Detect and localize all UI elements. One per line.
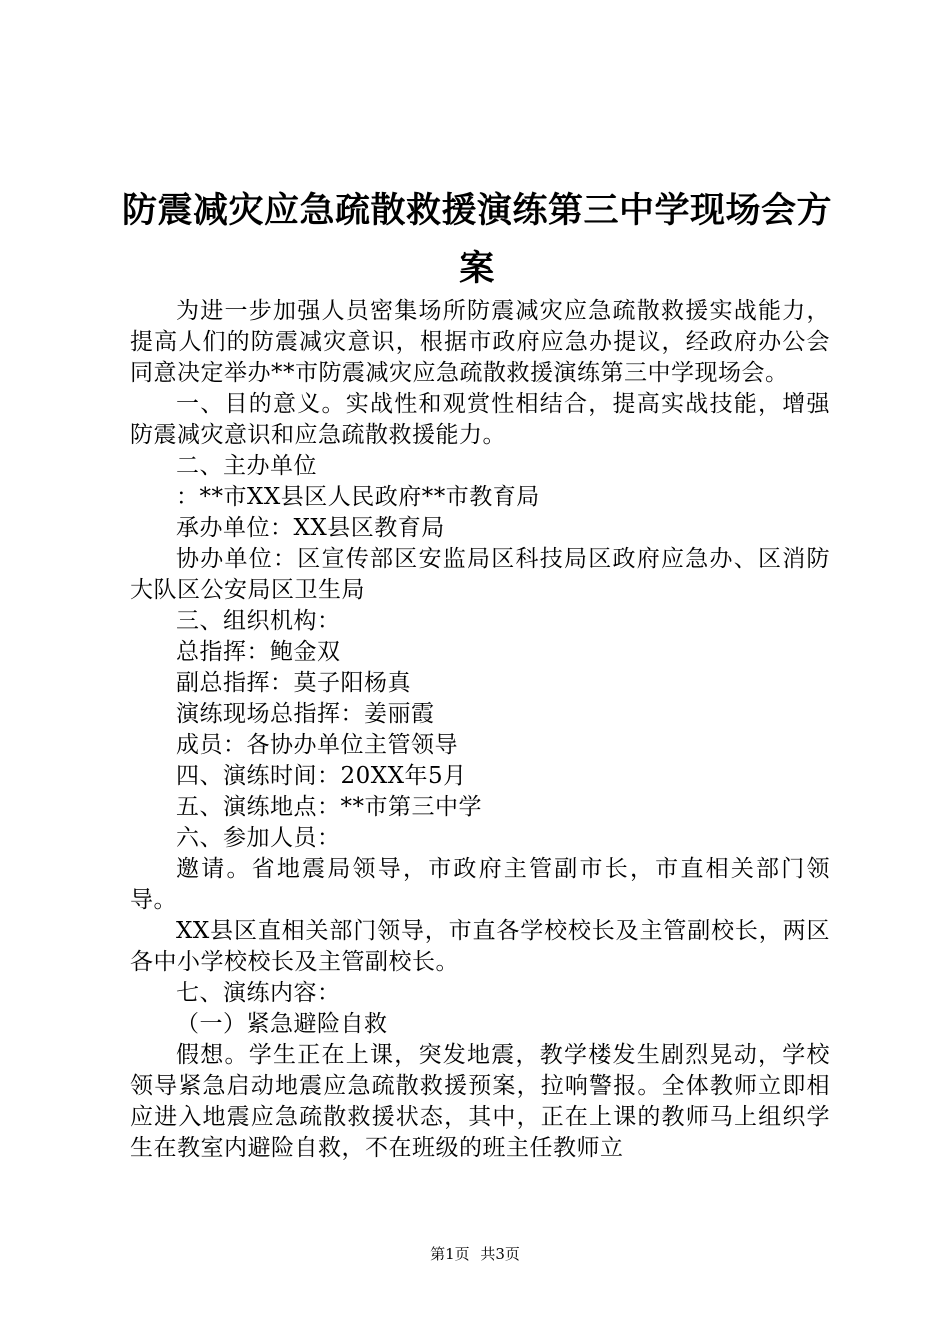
paragraph-subsection-1: （一）紧急避险自救 (176, 1011, 388, 1037)
paragraph-members: 成员：各协办单位主管领导 (176, 732, 458, 758)
paragraph-invitees: 邀请。省地震局领导，市政府主管副市长，市直相关部门领导。 (130, 856, 830, 913)
paragraph-location: 五、演练地点：**市第三中学 (176, 794, 482, 820)
document-body (130, 296, 830, 1164)
page-number: 第1页 (430, 1245, 470, 1263)
document-title: 防震减灾应急疏散救援演练第三中学现场会方案 (122, 190, 833, 289)
paragraph-chief-commander: 总指挥：鲍金双 (176, 639, 341, 665)
paragraph-content-heading: 七、演练内容： (176, 980, 341, 1006)
paragraph-host: ：**市XX县区人民政府**市教育局 (176, 484, 540, 510)
paragraph-organizer: 承办单位：XX县区教育局 (176, 515, 445, 541)
paragraph-attendees: XX县区直相关部门领导，市直各学校校长及主管副校长，两区各中小学校校长及主管副校长。 (130, 918, 830, 975)
paragraph-host-heading: 二、主办单位 (176, 453, 317, 479)
paragraph-scenario: 假想。学生正在上课，突发地震，教学楼发生剧烈晃动，学校领导紧急启动地震应急疏散救援预案，拉响警报。全体教师立即相应进入地震应急疏散救援状态，其中，正在上课的教师马上组织学生在教室内避险自救，不在班级的班主任教师立 (130, 1042, 830, 1161)
paragraph-co-organizer: 协办单位：区宣传部区安监局区科技局区政府应急办、区消防大队区公安局区卫生局 (130, 546, 830, 603)
paragraph-deputy-commander: 副总指挥：莫子阳杨真 (176, 670, 411, 696)
paragraph-purpose: 一、目的意义。实战性和观赏性相结合，提高实战技能，增强防震减灾意识和应急疏散救援能力。 (130, 391, 830, 448)
paragraph-org-heading: 三、组织机构： (176, 608, 341, 634)
paragraph-time: 四、演练时间：20XX年5月 (176, 763, 467, 789)
paragraph-intro: 为进一步加强人员密集场所防震减灾应急疏散救援实战能力，提高人们的防震减灾意识，根据市政府应急办提议，经政府办公会同意决定举办**市防震减灾应急疏散救援演练第三中学现场会。 (130, 298, 830, 386)
paragraph-participants-heading: 六、参加人员： (176, 825, 341, 851)
page-total: 共3页 (480, 1245, 520, 1263)
paragraph-site-commander: 演练现场总指挥：姜丽霞 (176, 701, 435, 727)
page-footer (0, 1244, 950, 1264)
